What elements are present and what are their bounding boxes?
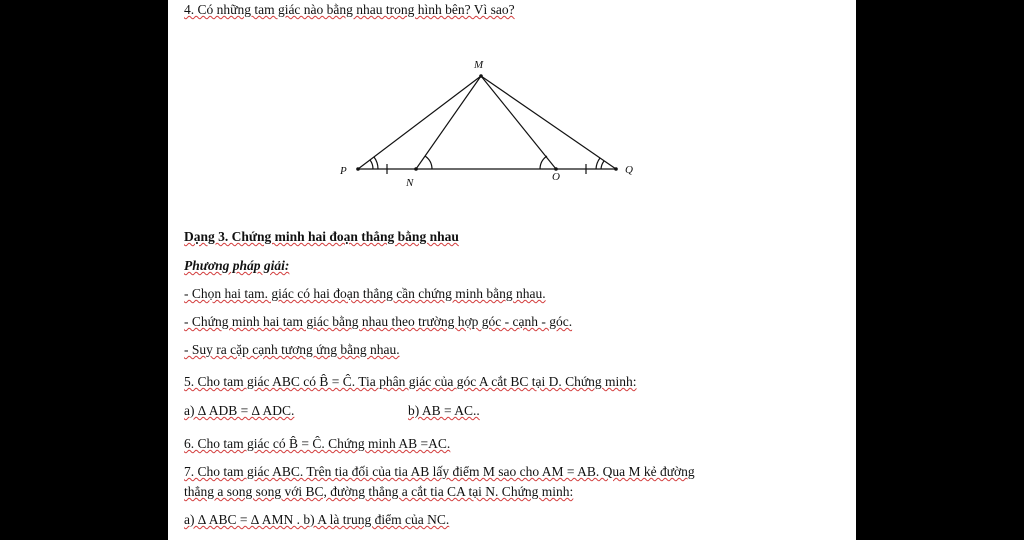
point-n — [414, 167, 418, 171]
angle-p-arc — [374, 157, 378, 169]
label-m: M — [474, 59, 484, 71]
point-m — [479, 74, 483, 78]
point-p — [356, 167, 360, 171]
point-q — [614, 167, 618, 171]
label-p: P — [340, 165, 347, 177]
problem-7-line-2: thẳng a song song với BC, đường thẳng a cắt tia CA tại N. Chứng minh: — [184, 484, 574, 499]
triangle-figure — [168, 40, 856, 240]
angle-q-arc — [596, 158, 600, 169]
label-o: O — [552, 171, 560, 183]
section-3-heading: Dạng 3. Chứng minh hai đoạn thẳng bằng nhau — [184, 229, 459, 244]
angle-q-arc-inner — [601, 161, 604, 169]
method-step-2: - Chứng minh hai tam giác bằng nhau theo trường hợp góc - cạnh - góc. — [184, 314, 573, 329]
segment-mo — [481, 76, 556, 169]
problem-5-text: 5. Cho tam giác ABC có B̂ = Ĉ. Tia phân giác của góc A cắt BC tại D. Chứng minh: — [184, 374, 637, 389]
angle-o-arc — [540, 156, 547, 169]
segment-mp — [358, 76, 481, 169]
label-n: N — [406, 177, 414, 189]
problem-4-text: 4. Có những tam giác nào bằng nhau trong hình bên? Vì sao? — [184, 2, 515, 17]
angle-n-arc — [425, 156, 432, 169]
method-step-3: - Suy ra cặp cạnh tương ứng bằng nhau. — [184, 342, 400, 357]
method-title: Phương pháp giải: — [184, 258, 290, 273]
method-step-1: - Chọn hai tam. giác có hai đoạn thẳng cần chứng minh bằng nhau. — [184, 286, 546, 301]
problem-7-line-1: 7. Cho tam giác ABC. Trên tia đối của tia AB lấy điểm M sao cho AM = AB. Qua M kẻ đường — [184, 464, 695, 479]
problem-5-part-a: a) ∆ ADB = ∆ ADC. — [184, 403, 295, 418]
angle-p-arc-inner — [370, 160, 373, 169]
segment-mn — [416, 76, 481, 169]
problem-6-text: 6. Cho tam giác có B̂ = Ĉ. Chứng minh AB =AC. — [184, 436, 451, 451]
problem-5-part-b: b) AB = AC.. — [408, 403, 480, 418]
problem-7-parts: a) ∆ ABC = ∆ AMN . b) A là trung điểm của NC. — [184, 512, 450, 527]
segment-mq — [481, 76, 616, 169]
label-q: Q — [625, 164, 633, 176]
document-page — [168, 0, 856, 540]
